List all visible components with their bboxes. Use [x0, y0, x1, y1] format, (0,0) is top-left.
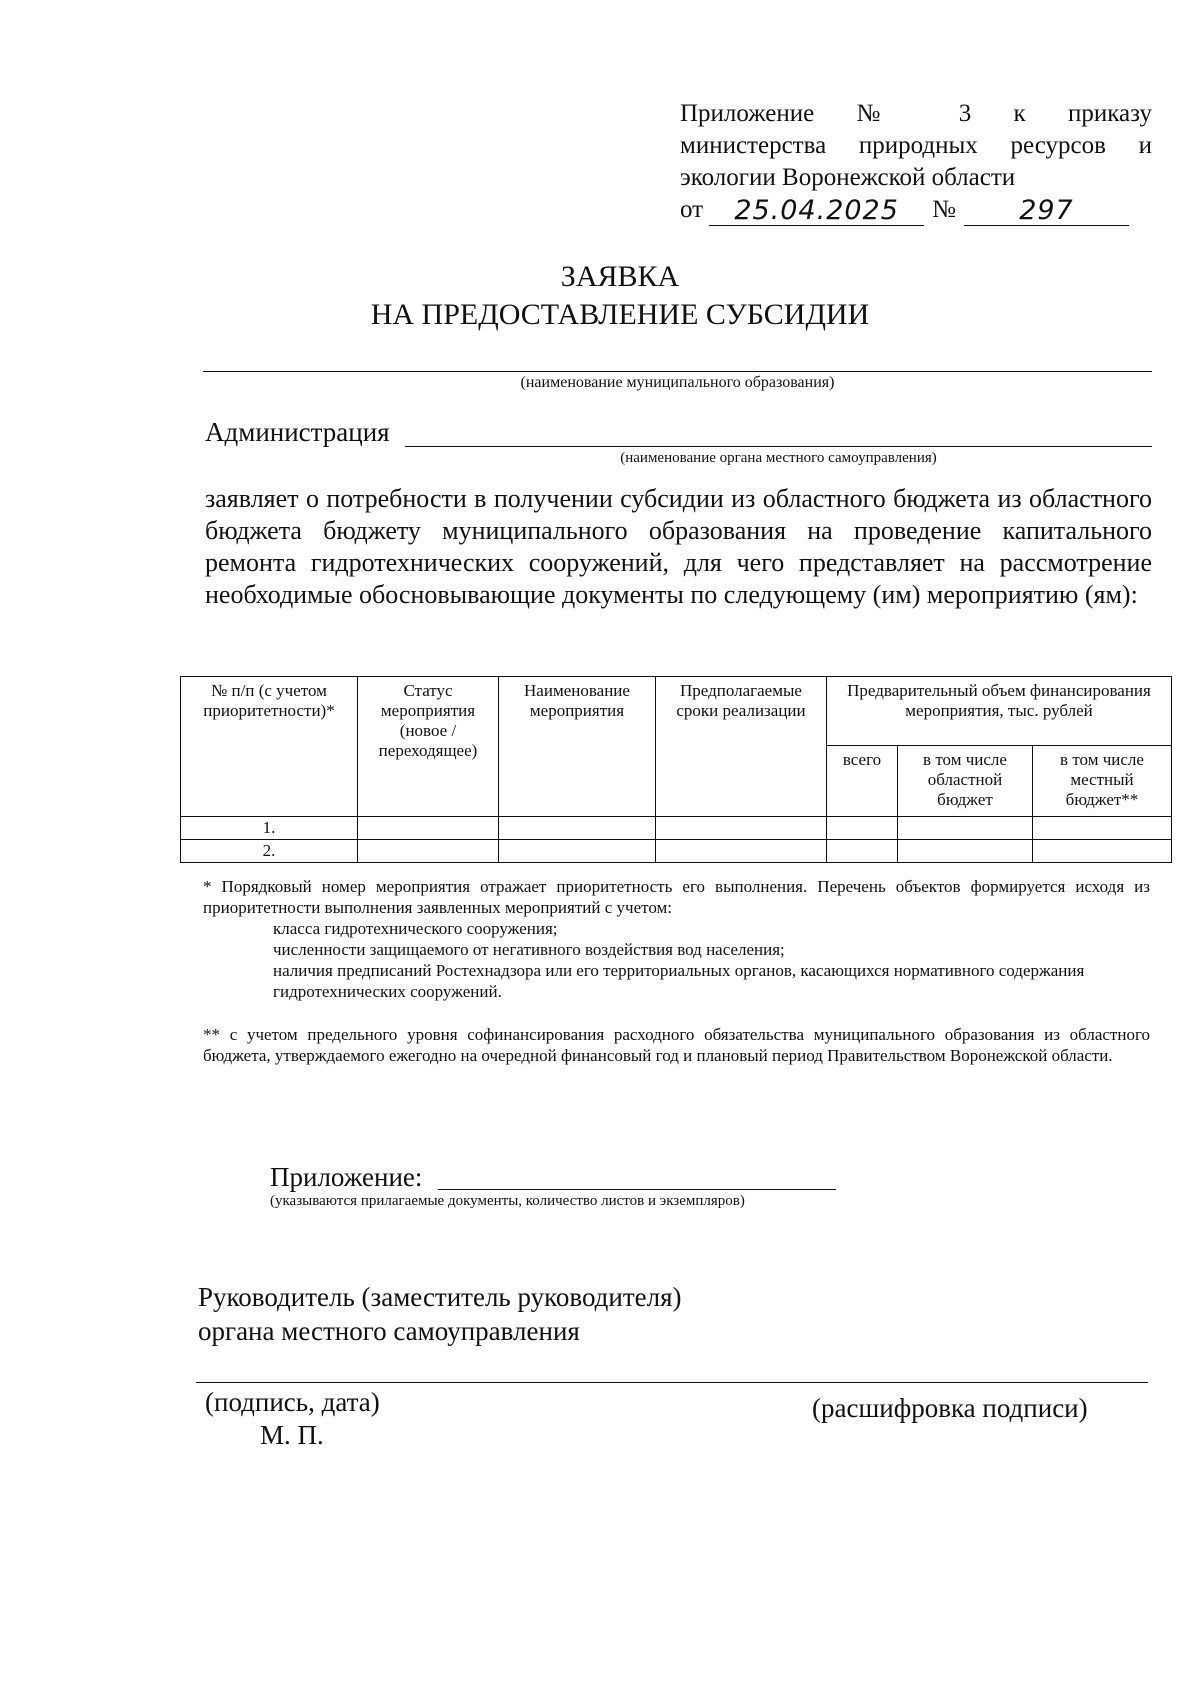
signature-decryption-caption: (расшифровка подписи) [812, 1393, 1088, 1423]
head-title [198, 1280, 682, 1348]
footnote-1: * Порядковый номер мероприятия отражает приоритетность его выполнения. Перечень объектов формируется исходя из приоритетности выполнения заявленных мероприятий с учетом: [203, 877, 1150, 917]
annex-number: 297 [964, 197, 1129, 226]
col-terms-header: Предполагаемые сроки реализации [656, 677, 827, 817]
table-cell [827, 817, 898, 840]
annex-word: природных [858, 132, 978, 159]
annex-number-label: № [932, 196, 956, 223]
table-cell [656, 817, 827, 840]
signature-line [196, 1382, 1148, 1383]
table-cell [358, 840, 499, 863]
body-text: заявляет о потребности в получении субсидии из областного бюджета из областного бюджета бюджету муниципального образования на проведение капитального ремонта гидротехнических сооружений, для чего представляет на рассмотрение необходимые обосновывающие документы по следующему (им) мероприятию (ям): [205, 484, 1152, 609]
table-cell [499, 840, 656, 863]
annex-word: приказу [1068, 100, 1152, 127]
table-cell [898, 840, 1033, 863]
stamp-placeholder: М. П. [260, 1420, 324, 1450]
head-line-2: органа местного самоуправления [198, 1316, 580, 1346]
document-title [0, 258, 1200, 334]
municipality-line [203, 371, 1152, 372]
footnote-item-2: численности защищаемого от негативного воздействия вод населения; [273, 940, 785, 959]
table-cell [358, 817, 499, 840]
table-cell [656, 840, 827, 863]
sub-total-header: всего [827, 746, 898, 817]
head-line-1: Руководитель (заместитель руководителя) [198, 1282, 682, 1312]
sub-regional-header: в том числе областной бюджет [898, 746, 1033, 817]
annex-date-line [680, 194, 1152, 226]
col-number-header: № п/п (с учетом приоритетности)* [181, 677, 358, 817]
table-cell [827, 840, 898, 863]
administration-label: Администрация [205, 417, 390, 447]
table-row [181, 840, 1172, 863]
administration-line [405, 446, 1152, 447]
annex-line-2 [680, 130, 1152, 162]
attachment-line [438, 1189, 836, 1190]
annex-word: Приложение [680, 100, 815, 127]
col-status-header: Статус мероприятия (новое / переходящее) [358, 677, 499, 817]
sub-local-header: в том числе местный бюджет** [1033, 746, 1172, 817]
table-cell [1033, 817, 1172, 840]
footnote-2: ** с учетом предельного уровня софинансирования расходного обязательства муниципального образования из областного бюджета, утверждаемого ежегодно на очередной финансовый год и плановый период Правительством Воронежской области. [203, 1025, 1150, 1065]
attachment-label: Приложение: [270, 1162, 423, 1192]
footnote-item-1: класса гидротехнического сооружения; [273, 919, 558, 938]
col-funding-header: Предварительный объем финансирования мероприятия, тыс. рублей [827, 677, 1172, 746]
title-line-1: ЗАЯВКА [560, 260, 680, 293]
footnotes [203, 876, 1150, 1066]
signature-caption: (подпись, дата) [205, 1387, 380, 1417]
annex-word: министерства [680, 132, 827, 159]
annex-line-1 [680, 98, 1152, 130]
annex-from-label: от [680, 196, 704, 223]
title-line-2: НА ПРЕДОСТАВЛЕНИЕ СУБСИДИИ [370, 298, 870, 331]
administration-caption: (наименование органа местного самоуправления) [620, 450, 937, 466]
row-number: 1. [181, 817, 358, 840]
annex-word: к [1013, 100, 1026, 127]
annex-block [680, 98, 1152, 226]
annex-date: 25.04.2025 [709, 197, 924, 226]
annex-word: и [1138, 132, 1152, 159]
table-cell [499, 817, 656, 840]
annex-word: № [856, 100, 917, 127]
attachment-caption: (указываются прилагаемые документы, количество листов и экземпляров) [270, 1193, 745, 1209]
footnote-item-3: наличия предписаний Ростехнадзора или его территориальных органов, касающихся нормативного содержания гидротехнических сооружений. [273, 961, 1085, 1001]
table-cell [898, 817, 1033, 840]
annex-word: ресурсов [1010, 132, 1106, 159]
annex-line-3: экологии Воронежской области [680, 164, 1016, 191]
table-row [181, 817, 1172, 840]
municipality-caption: (наименование муниципального образования) [520, 374, 835, 391]
measures-table [180, 676, 1172, 863]
table-cell [1033, 840, 1172, 863]
row-number: 2. [181, 840, 358, 863]
col-name-header: Наименование мероприятия [499, 677, 656, 817]
annex-word: 3 [958, 100, 972, 127]
